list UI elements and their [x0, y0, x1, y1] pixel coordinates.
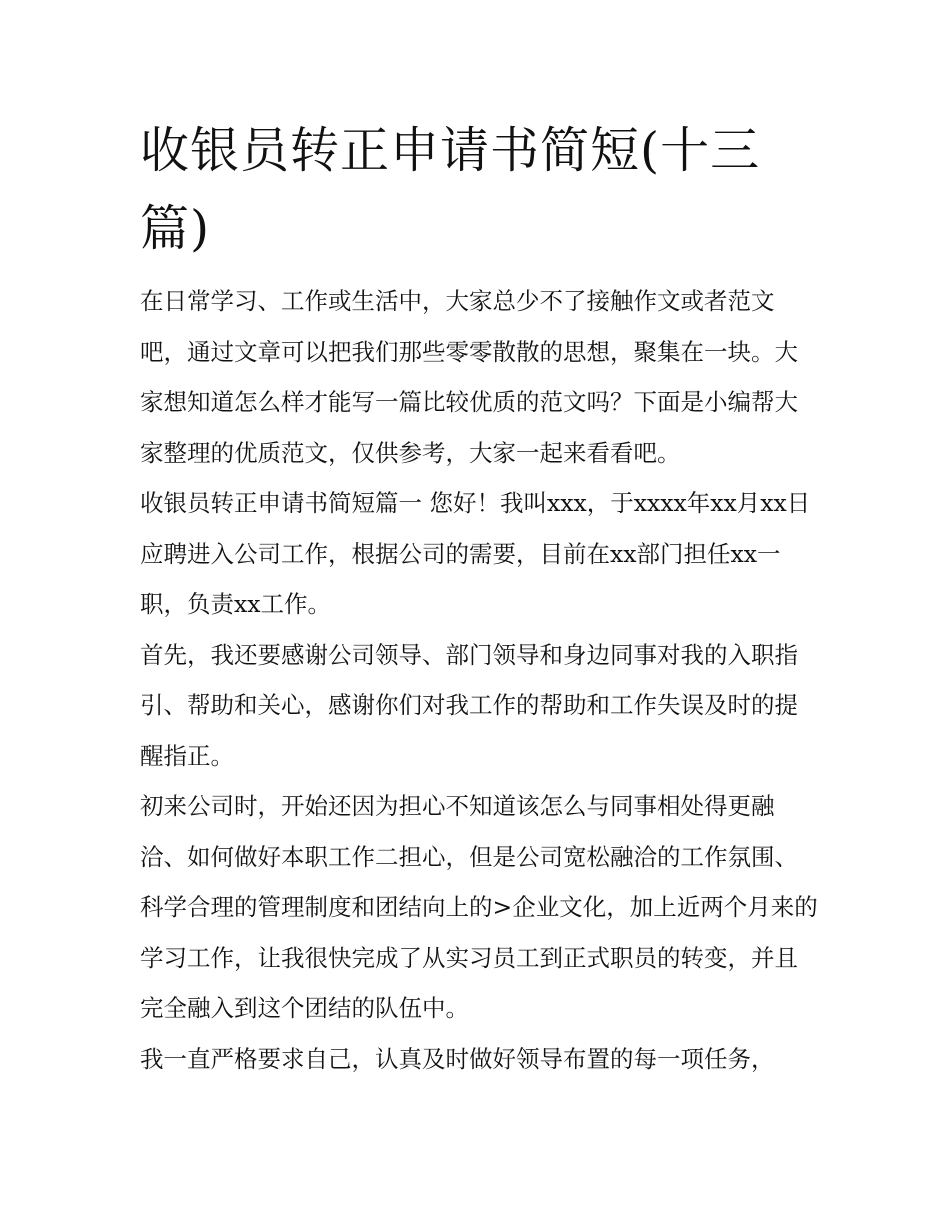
- paragraph-1: 收银员转正申请书简短篇一 您好！我叫xxx，于xxxx年xx月xx日应聘进入公司工作，根据公司的需要，目前在xx部门担任xx一职，负责xx工作。: [140, 489, 811, 618]
- paragraph-intro: 在日常学习、工作或生活中，大家总少不了接触作文或者范文吧，通过文章可以把我们那些零零散散的思想，聚集在一块。大家想知道怎么样才能写一篇比较优质的范文吗？下面是小编帮大家整理的优质范文，仅供参考，大家一起来看看吧。: [140, 287, 798, 467]
- document-body: [140, 276, 820, 1084]
- paragraph-2: 首先，我还要感谢公司领导、部门领导和身边同事对我的入职指引、帮助和关心，感谢你们对我工作的帮助和工作失误及时的提醒指正。: [140, 640, 798, 770]
- paragraph-4: 我一直严格要求自己，认真及时做好领导布置的每一项任务，: [140, 1044, 775, 1073]
- document-title: 收银员转正申请书简短(十三篇): [140, 122, 761, 257]
- paragraph-3: 初来公司时，开始还因为担心不知道该怎么与同事相处得更融洽、如何做好本职工作二担心，但是公司宽松融洽的工作氛围、科学合理的管理制度和团结向上的>企业文化，加上近两个月来的学习工作，让我很快完成了从实习员工到正式职员的转变，并且完全融入到这个团结的队伍中。: [140, 792, 818, 1022]
